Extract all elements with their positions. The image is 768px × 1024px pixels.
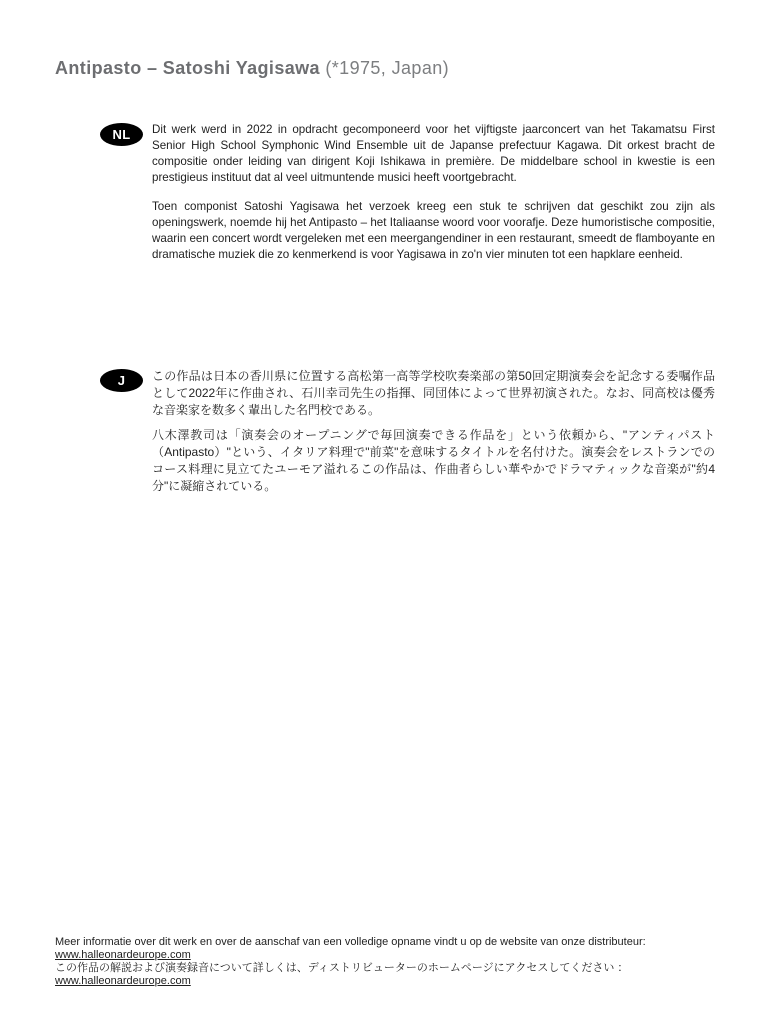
japanese-program-notes [152, 368, 715, 503]
dutch-paragraph-1: Dit werk werd in 2022 in opdracht gecomponeerd voor het vijftigste jaarconcert van het Takamatsu First Senior High School Symphonic Wind Ensemble uit de Japanse prefectuur Kagawa. Dit orkest bracht de compositie onder leiding van dirigent Koji Ishikawa in première. De middelbare school in kwestie is een prestigieus instituut dat al veel uitmuntende musici heeft voortgebracht. [152, 123, 715, 184]
footer-japanese-note: この作品の解説および演奏録音について詳しくは、ディストリビューターのホームページにアクセスしてください ： [55, 962, 629, 974]
japanese-paragraph-2: 八木澤教司は「演奏会のオープニングで毎回演奏できる作品を」という依頼から、"アンティパスト（Antipasto）"という、イタリア料理で"前菜"を意味するタイトルを名付けた。演奏会をレストランでのコース料理に見立てたユーモア溢れるこの作品は、作曲者らしい華やかでドラマティックな音楽が"約4分"に凝縮されている。 [152, 428, 715, 493]
page-title [55, 58, 449, 79]
footer-distributor-text: Meer informatie over dit werk en over de aanschaf van een volledige opname vindt u op de website van onze distributeur: [55, 936, 646, 948]
distributor-website-link[interactable]: www.halleonardeurope.com [55, 949, 191, 961]
composer-birth-info: (*1975, Japan) [325, 58, 450, 78]
japanese-paragraph-1: この作品は日本の香川県に位置する高松第一高等学校吹奏楽部の第50回定期演奏会を記念する委嘱作品として2022年に作曲され、石川幸司先生の指揮、同団体によって世界初演された。なお、同高校は優秀な音楽家を数多く輩出した名門校である。 [152, 369, 715, 417]
dutch-paragraph-2: Toen componist Satoshi Yagisawa het verzoek kreeg een stuk te schrijven dat geschikt zou zijn als openingswerk, noemde hij het Antipasto – het Italiaanse woord voor voorafje. Deze humoristische compositie, waarin een concert wordt vergeleken met een meergangendiner in een restaurant, smeedt de flamboyante en dramatische muziek die zo kenmerkend is voor Yagisawa in zo'n vier minuten tot een hapklare eenheid. [152, 200, 715, 261]
footer [55, 936, 717, 988]
work-and-composer-title: Antipasto – Satoshi Yagisawa [55, 58, 320, 78]
language-badge-j: J [100, 369, 143, 392]
dutch-program-notes [152, 122, 715, 276]
footer-japanese-link-line [55, 975, 717, 988]
language-badge-nl: NL [100, 123, 143, 146]
footer-distributor-line [55, 936, 717, 962]
distributor-website-link-japanese[interactable]: www.halleonardeurope.com [55, 975, 191, 987]
section-japanese [100, 368, 716, 503]
section-dutch [100, 122, 716, 276]
